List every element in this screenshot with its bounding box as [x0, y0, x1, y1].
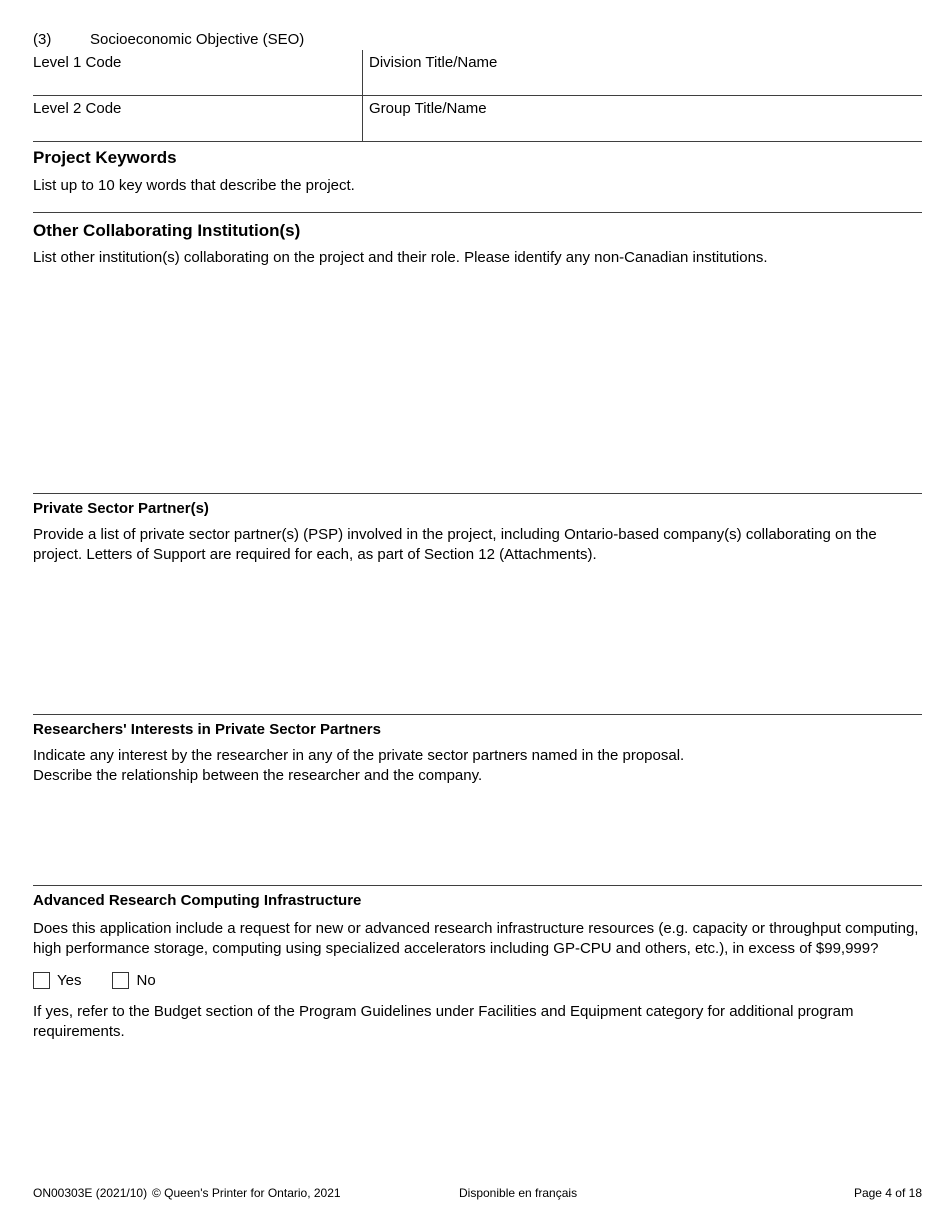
project-keywords-input[interactable]	[33, 196, 922, 212]
section-private-sector-partners	[33, 493, 922, 714]
section-project-keywords	[33, 148, 922, 212]
seo-header	[33, 31, 922, 48]
section-other-collaborating-institutions	[33, 212, 922, 493]
private-sector-partners-title: Private Sector Partner(s)	[33, 500, 209, 517]
section-researchers-interests	[33, 714, 922, 885]
yes-label: Yes	[57, 972, 82, 989]
french-availability-note: Disponible en français	[459, 1186, 578, 1200]
form-page	[33, 0, 922, 1042]
researchers-interests-input[interactable]	[33, 786, 922, 885]
seo-table-row-level2	[33, 96, 922, 142]
yes-option	[33, 972, 81, 989]
division-title-field[interactable]	[363, 50, 922, 95]
yes-checkbox[interactable]	[33, 972, 50, 989]
group-title-label: Group Title/Name	[369, 100, 487, 117]
page-footer	[0, 1186, 950, 1202]
other-collaborating-instructions: List other institution(s) collaborating on the project and their role. Please identify any non-Canadian institutions.	[33, 249, 768, 266]
division-title-label: Division Title/Name	[369, 54, 498, 71]
arc-yes-no-row	[33, 971, 922, 990]
level-1-code-label: Level 1 Code	[33, 54, 122, 71]
page-number: Page 4 of 18	[853, 1186, 922, 1200]
researchers-interests-title: Researchers' Interests in Private Sector Partners	[33, 721, 381, 738]
arc-infrastructure-question: Does this application include a request for new or advanced research infrastructure resources (e.g. capacity or throughput computing, high performance storage, computing using specialized accelerators including GP-CPU and others, etc.), in excess of $99,999?	[33, 920, 919, 957]
seo-item-number: (3)	[33, 31, 52, 48]
no-label: No	[136, 972, 156, 989]
section-arc-infrastructure	[33, 885, 922, 1042]
group-title-field[interactable]	[363, 96, 922, 141]
no-option	[112, 972, 155, 989]
seo-table-row-level1	[33, 50, 922, 96]
copyright-notice: © Queen's Printer for Ontario, 2021	[152, 1186, 341, 1200]
no-checkbox[interactable]	[112, 972, 129, 989]
form-number: ON00303E (2021/10)	[33, 1186, 148, 1200]
researchers-interests-line-2: Describe the relationship between the researcher and the company.	[33, 767, 483, 784]
researchers-interests-line-1: Indicate any interest by the researcher in any of the private sector partners named in the proposal.	[33, 747, 685, 764]
level-1-code-field[interactable]	[33, 50, 363, 95]
project-keywords-instructions: List up to 10 key words that describe the project.	[33, 177, 355, 194]
other-collaborating-institutions-input[interactable]	[33, 268, 922, 493]
private-sector-partners-instructions: Provide a list of private sector partner(s) (PSP) involved in the project, including Ontario-based company(s) collaborating on the project. Letters of Support are required for each, as part of Section 12 (Attachments).	[33, 526, 877, 563]
private-sector-partners-input[interactable]	[33, 565, 922, 714]
other-collaborating-title: Other Collaborating Institution(s)	[33, 221, 301, 240]
arc-infrastructure-note: If yes, refer to the Budget section of the Program Guidelines under Facilities and Equipment category for additional program requirements.	[33, 1003, 854, 1040]
seo-table	[33, 50, 922, 142]
arc-infrastructure-title: Advanced Research Computing Infrastructure	[33, 892, 362, 909]
researchers-interests-instructions	[33, 746, 922, 786]
level-2-code-field[interactable]	[33, 96, 363, 141]
seo-section-title: Socioeconomic Objective (SEO)	[90, 31, 305, 48]
project-keywords-title: Project Keywords	[33, 148, 177, 167]
level-2-code-label: Level 2 Code	[33, 100, 122, 117]
